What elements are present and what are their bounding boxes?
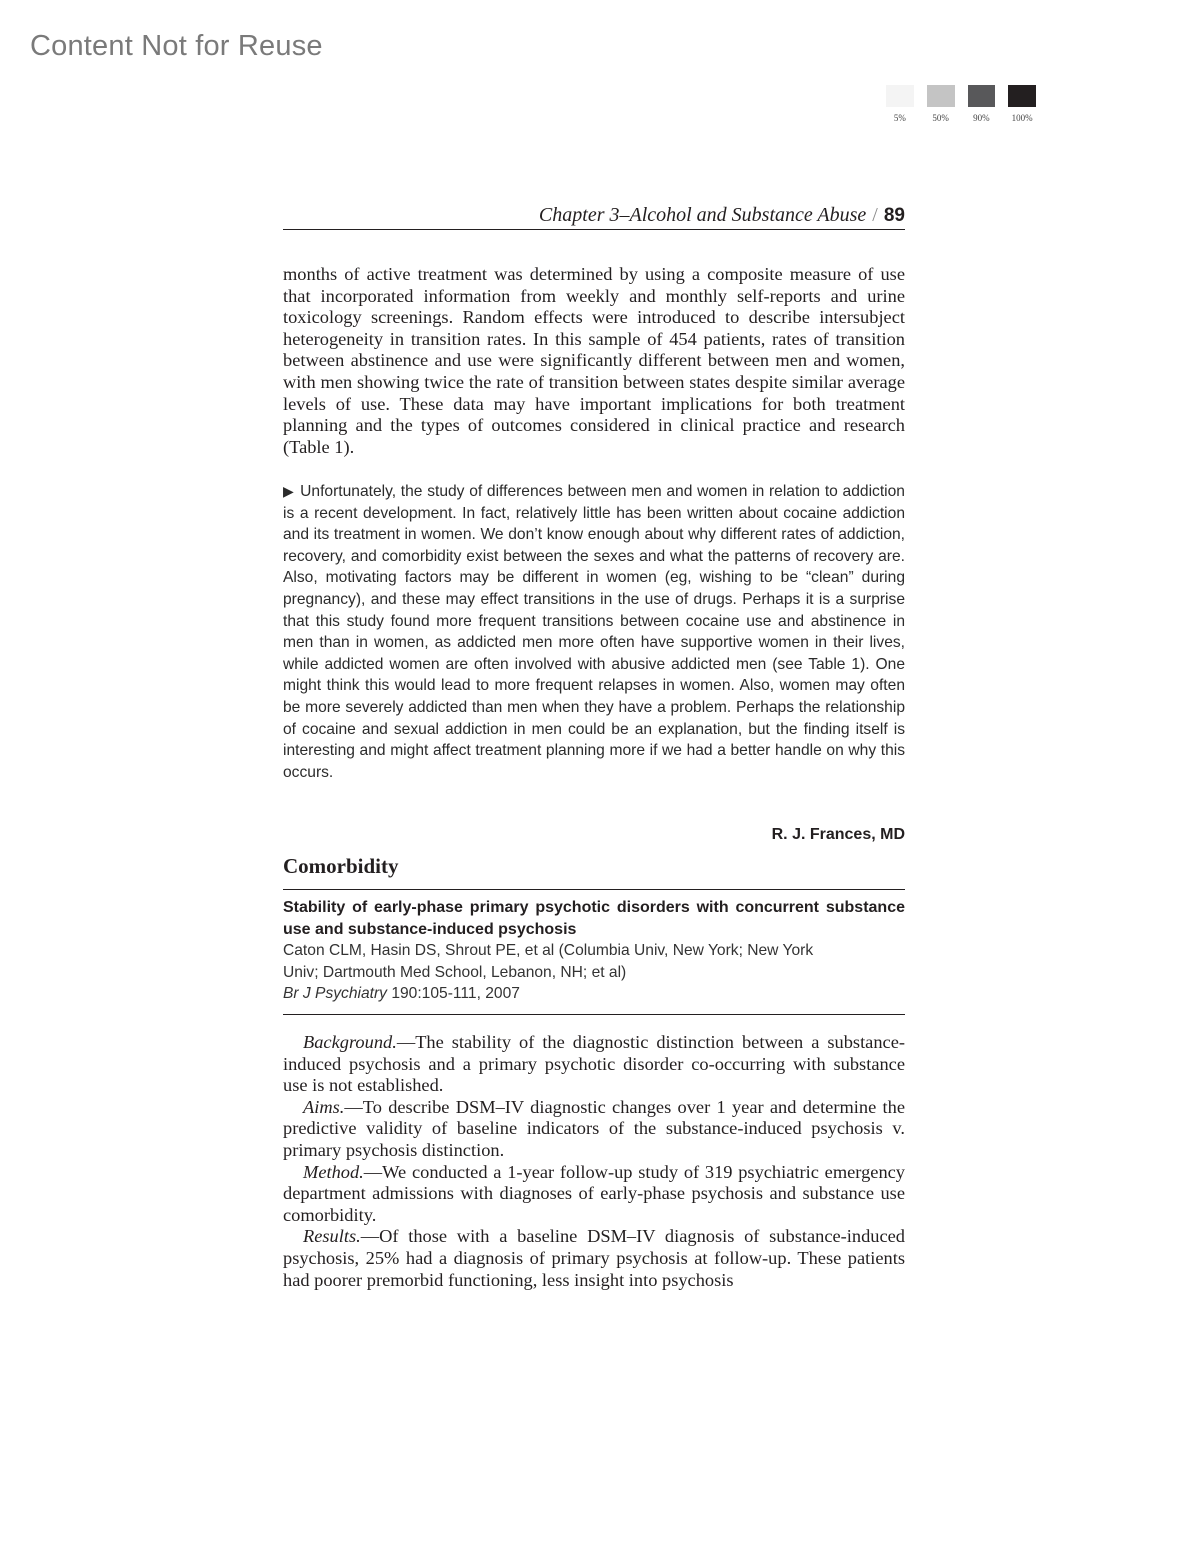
abstract-text: —The stability of the diagnostic distinction between a substance-induced psychosis and a primary psychotic disorder co-occurring with substance use is not established. (283, 1032, 905, 1096)
swatch-label-5: 5% (893, 113, 906, 123)
commentary-arrow-icon: ▶ (283, 483, 295, 499)
swatch-label-50: 50% (932, 113, 949, 123)
page-number: 89 (883, 205, 905, 226)
swatch-90 (968, 85, 996, 107)
citation-volume-pages: 190:105-111, 2007 (391, 985, 520, 1003)
book-page (283, 200, 905, 1290)
intro-paragraph: months of active treatment was determined by using a composite measure of use that incorporated information from weekly and monthly self-reports and urine toxicology screenings. Random effects were introduced to describe intersubject heterogeneity in transition rates. In this sample of 454 patients, rates of transition between abstinence and use were significantly different between men and women, with men showing twice the rate of transition between states despite similar average levels of use. These data may have important implications for both treatment planning and the types of outcomes considered in clinical practice and research (Table 1). (283, 264, 905, 457)
color-calibration-swatches (886, 85, 1036, 123)
abstract-text: —To describe DSM–IV diagnostic changes over 1 year and determine the predictive validity of baseline indicators of the substance-induced psychosis v. primary psychosis distinction. (283, 1096, 905, 1160)
abstract-lead: Background. (303, 1032, 397, 1052)
watermark: Content Not for Reuse (30, 30, 323, 62)
running-head (283, 200, 905, 230)
section-heading: Comorbidity (283, 851, 905, 890)
citation-authors-line-1: Caton CLM, Hasin DS, Shrout PE, et al (Columbia Univ, New York; New York (283, 942, 814, 960)
abstract-background (283, 1032, 905, 1097)
abstract-method (283, 1162, 905, 1227)
swatch-100 (1008, 85, 1036, 107)
citation-journal: Br J Psychiatry (283, 985, 387, 1003)
abstract-lead: Aims. (303, 1096, 345, 1117)
commentary-paragraph (283, 481, 905, 783)
swatch-50 (927, 85, 955, 107)
abstract-lead: Results. (303, 1226, 361, 1247)
commentary-signature: R. J. Frances, MD (771, 826, 905, 843)
commentary-text: Unfortunately, the study of differences between men and women in relation to addiction is a recent development. In fact, relatively little has been written about cocaine addiction and its treatment in women. We don’t know enough about why different rates of addiction, recovery, and comorbidity exist between the sexes and what the patterns of recovery are. Also, motivating factors may be different in women (eg, wishing to be “clean” during pregnancy), and these may effect transitions in the use of drugs. Perhaps it is a surprise that this study found more frequent transitions between cocaine use and abstinence in men than in women, as addicted men more often have supportive women in their lives, while addicted women are often involved with abusive addicted men (see Table 1). One might think this would lead to more frequent relapses in women. Also, women may often be more severely addicted than men when they have a problem. Perhaps the relationship of cocaine and sexual addiction in men could be an explanation, but the finding itself is interesting and might affect treatment planning more if we had a better handle on why this occurs. (283, 483, 905, 781)
abstract-text: —We conducted a 1-year follow-up study of 319 psychiatric emergency department admissions with diagnoses of early-phase psychosis and substance use comorbidity. (283, 1161, 905, 1225)
citation-authors-line-2: Univ; Dartmouth Med School, Lebanon, NH; et al) (283, 963, 627, 981)
swatch-label-90: 90% (973, 113, 990, 123)
citation-journal-line (283, 983, 905, 1005)
swatch-5 (886, 85, 914, 107)
citation-divider (283, 1014, 905, 1015)
abstract (283, 1032, 905, 1291)
swatch-label-100: 100% (1011, 113, 1033, 123)
abstract-aims (283, 1097, 905, 1162)
citation-title: Stability of early-phase primary psychotic disorders with concurrent substance use and substance-induced psychosis (283, 899, 905, 938)
abstract-results (283, 1226, 905, 1291)
abstract-lead: Method. (303, 1161, 364, 1182)
citation-block (283, 897, 905, 1005)
running-head-separator: / (872, 204, 878, 226)
abstract-text: —Of those with a baseline DSM–IV diagnosis of substance-induced psychosis, 25% had a diagnosis of primary psychosis at follow-up. These patients had poorer premorbid functioning, less insight into psychosis (283, 1226, 905, 1290)
chapter-title: Chapter 3–Alcohol and Substance Abuse (538, 204, 867, 226)
